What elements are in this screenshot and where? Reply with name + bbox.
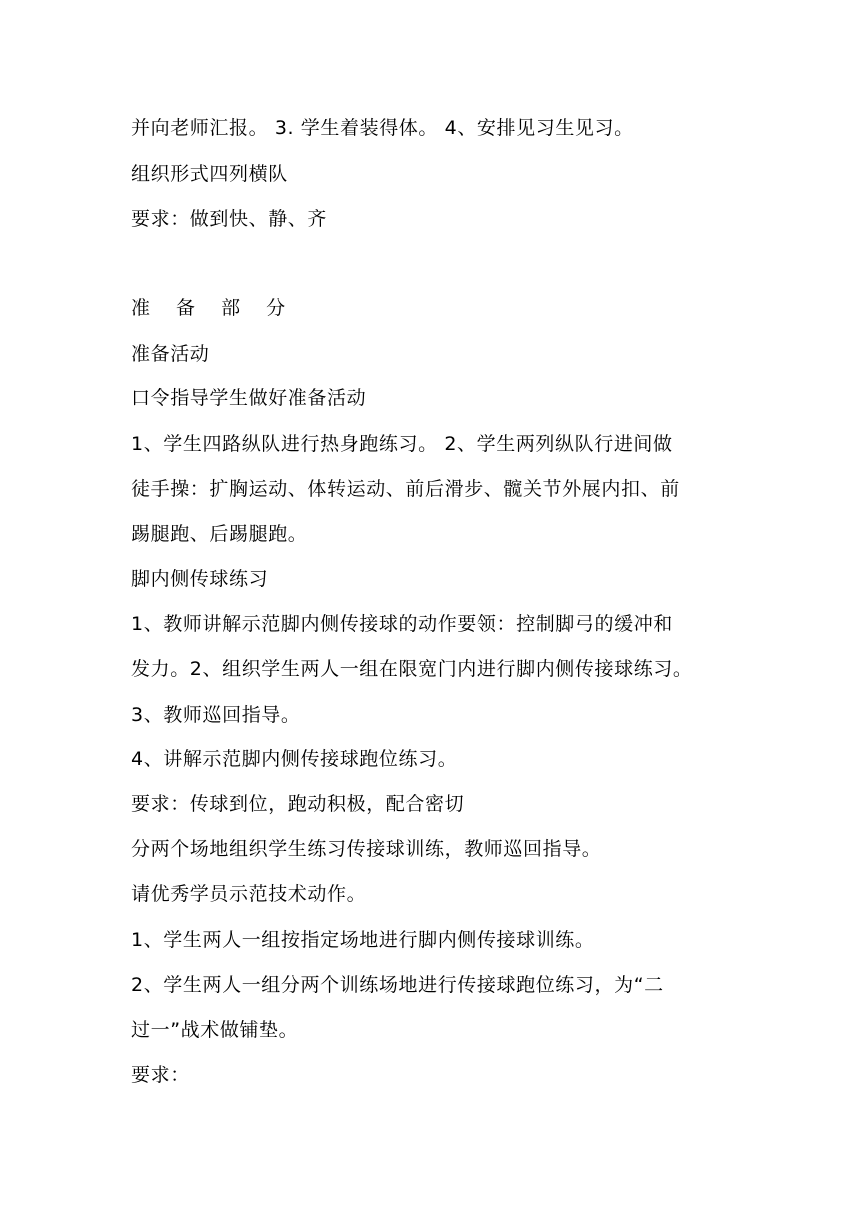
text-line-warmup-2: 徒手操：扩胸运动、体转运动、前后滑步、髋关节外展内扣、前 <box>131 478 680 500</box>
text-line-requirement-1: 要求：做到快、静、齐 <box>131 208 328 230</box>
text-line-practice-2: 2、学生两人一组分两个训练场地进行传接球跑位练习，为“二 <box>131 974 664 996</box>
text-line-passing-3: 3、教师巡回指导。 <box>131 704 301 726</box>
text-line-warmup-3: 踢腿跑、后踢腿跑。 <box>131 523 308 545</box>
text-line-organize: 分两个场地组织学生练习传接球训练，教师巡回指导。 <box>131 838 602 860</box>
text-line-warmup-title: 准备活动 <box>131 343 210 365</box>
text-line-requirement-2: 要求：传球到位，跑动积极，配合密切 <box>131 793 465 815</box>
text-line-requirement-3: 要求： <box>131 1064 190 1086</box>
text-line-passing-4: 4、讲解示范脚内侧传接球跑位练习。 <box>131 748 458 770</box>
text-line-report: 并向老师汇报。 3. 学生着装得体。 4、安排见习生见习。 <box>131 117 634 139</box>
text-line-formation: 组织形式四列横队 <box>131 163 288 185</box>
text-line-passing-1: 1、教师讲解示范脚内侧传接球的动作要领：控制脚弓的缓冲和 <box>131 613 673 635</box>
text-line-practice-3: 过一”战术做铺垫。 <box>131 1019 299 1041</box>
text-line-passing-2: 发力。2、组织学生两人一组在限宽门内进行脚内侧传接球练习。 <box>131 658 693 680</box>
text-line-demonstrate: 请优秀学员示范技术动作。 <box>131 883 367 905</box>
text-line-warmup-1: 1、学生四路纵队进行热身跑练习。 2、学生两列纵队行进间做 <box>131 433 673 455</box>
section-heading-preparation: 准 备 部 分 <box>131 297 296 319</box>
text-line-passing-title: 脚内侧传球练习 <box>131 568 269 590</box>
text-line-practice-1: 1、学生两人一组按指定场地进行脚内侧传接球训练。 <box>131 929 595 951</box>
text-line-command-guide: 口令指导学生做好准备活动 <box>131 387 367 409</box>
